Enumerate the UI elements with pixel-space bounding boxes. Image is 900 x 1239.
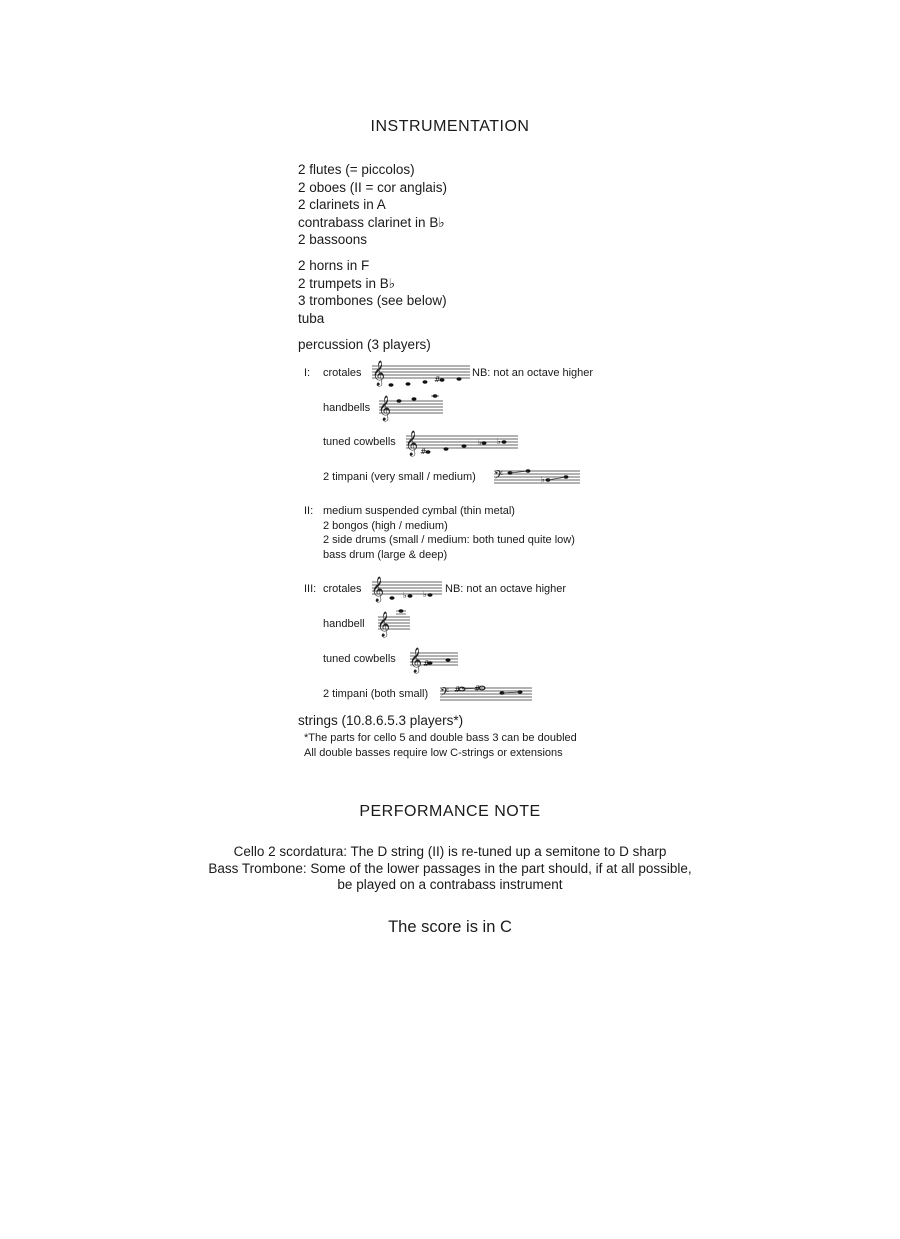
score-key-note: The score is in C: [388, 918, 512, 936]
woodwinds-list: [298, 161, 447, 249]
player-one-cowbells-label: tuned cowbells: [323, 436, 396, 448]
player-three-numeral: III:: [304, 583, 317, 595]
strings-footnotes: [304, 731, 577, 760]
svg-text:#: #: [474, 684, 481, 693]
svg-text:♭: ♭: [497, 437, 501, 446]
svg-text:#: #: [423, 659, 430, 668]
timpani-staff-notation: [492, 465, 582, 489]
player-one-crotales-note: NB: not an octave higher: [472, 367, 594, 379]
player-one-timpani-label: 2 timpani (very small / medium): [323, 471, 476, 483]
instrument-line: contrabass clarinet in B♭: [298, 214, 445, 230]
svg-text:𝄢: 𝄢: [440, 686, 450, 702]
instrument-line: 2 clarinets in A: [298, 197, 386, 212]
instrument-line: 2 bassoons: [298, 232, 368, 247]
svg-text:♭: ♭: [423, 590, 427, 599]
brass-list: [298, 257, 447, 327]
svg-text:𝄞: 𝄞: [371, 577, 385, 602]
crotales-three-staff-notation: [370, 574, 444, 604]
svg-text:#: #: [454, 685, 461, 694]
handbells-staff-notation: [377, 392, 445, 420]
player-two-numeral: II:: [304, 505, 314, 517]
svg-text:𝄞: 𝄞: [409, 648, 423, 673]
performance-line: be played on a contrabass instrument: [337, 877, 563, 892]
instrument-line: 2 trumpets in B♭: [298, 275, 396, 291]
instrument-line: 2 oboes (II = cor anglais): [298, 179, 447, 195]
performance-line: Cello 2 scordatura: The D string (II) is re-tuned up a semitone to D sharp: [233, 844, 667, 859]
player-one-handbells-label: handbells: [323, 402, 371, 414]
percussion-item: medium suspended cymbal (thin metal): [323, 505, 515, 517]
percussion-item: 2 side drums (small / medium: both tuned quite low): [323, 534, 575, 546]
instrument-line: 3 trombones (see below): [298, 293, 447, 308]
player-one-crotales-label: crotales: [323, 367, 362, 379]
svg-text:#: #: [434, 375, 441, 384]
svg-text:#: #: [420, 447, 427, 456]
svg-text:♭: ♭: [403, 591, 407, 600]
percussion-heading: percussion (3 players): [298, 337, 431, 352]
instrument-line: tuba: [298, 310, 325, 326]
strings-heading: strings (10.8.6.5.3 players*): [298, 713, 464, 728]
instrumentation-title: INSTRUMENTATION: [370, 118, 530, 135]
player-three-cowbells-label: tuned cowbells: [323, 653, 396, 665]
cowbells-staff-notation: [404, 430, 520, 458]
svg-text:♭: ♭: [541, 475, 545, 484]
performance-line: Bass Trombone: Some of the lower passages in the part should, if at all possible,: [208, 860, 692, 876]
performance-note-text: [0, 844, 900, 894]
player-three-crotales-label: crotales: [323, 583, 362, 595]
crotales-staff-notation: [370, 358, 472, 390]
svg-text:𝄞: 𝄞: [405, 431, 419, 456]
svg-text:𝄢: 𝄢: [494, 469, 504, 485]
svg-text:𝄞: 𝄞: [377, 612, 391, 637]
strings-footnote: All double basses require low C-strings or extensions: [304, 746, 563, 759]
player-three-crotales-note: NB: not an octave higher: [445, 583, 567, 595]
player-three-timpani-label: 2 timpani (both small): [323, 688, 429, 700]
cowbells-three-staff-notation: [408, 647, 460, 671]
instrument-line: 2 flutes (= piccolos): [298, 162, 415, 177]
svg-text:𝄞: 𝄞: [378, 396, 392, 421]
timpani-three-staff-notation: [438, 682, 534, 706]
handbell-staff-notation: [376, 606, 412, 636]
strings-footnote: *The parts for cello 5 and double bass 3 can be doubled: [304, 732, 577, 744]
player-two-list: [323, 504, 575, 562]
percussion-item: 2 bongos (high / medium): [323, 519, 448, 532]
svg-text:𝄞: 𝄞: [372, 361, 386, 386]
instrument-line: 2 horns in F: [298, 258, 370, 273]
performance-title: PERFORMANCE NOTE: [359, 803, 541, 820]
svg-text:♭: ♭: [478, 438, 482, 447]
player-one-numeral: I:: [304, 367, 311, 379]
percussion-item: bass drum (large & deep): [323, 548, 448, 561]
player-three-handbell-label: handbell: [323, 618, 365, 630]
